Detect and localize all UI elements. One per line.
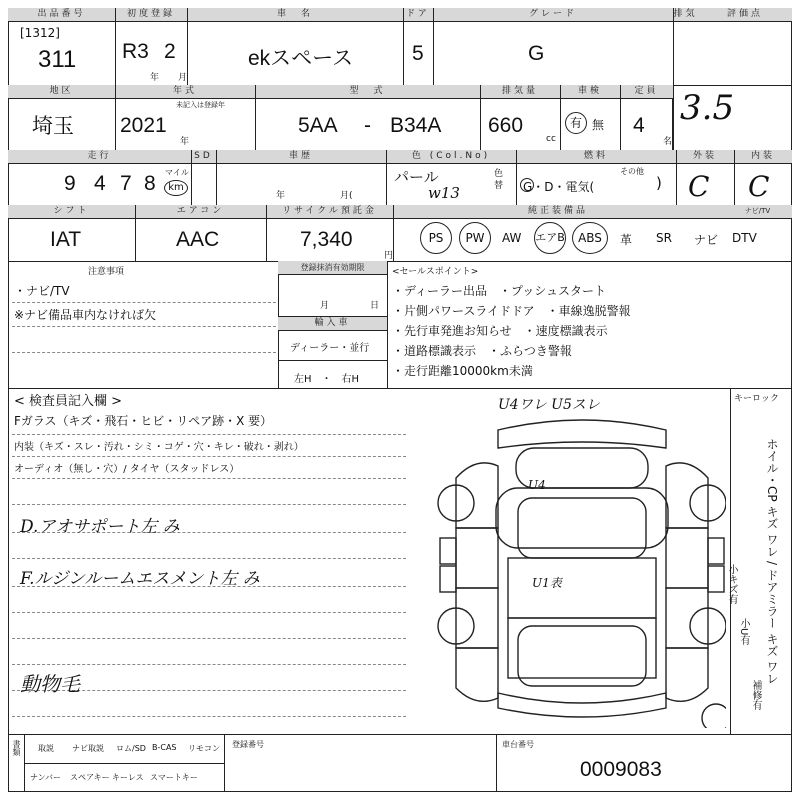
recycle-value: 7,340: [300, 228, 353, 251]
tv-label: TV: [761, 207, 771, 215]
shift-label: シフト: [8, 205, 135, 219]
equip-airbag: エアB: [534, 222, 566, 254]
lot-bracket: [1312]: [20, 26, 60, 40]
mileage-digit-4: 8: [144, 172, 156, 195]
mileage-digit-2: 4: [94, 172, 106, 195]
equip-sr: SR: [656, 231, 672, 245]
inspector-title: < 検査員記入欄 >: [14, 394, 123, 409]
reg-month: 月: [320, 301, 330, 311]
door-count: 5: [412, 42, 424, 65]
model-prefix: 5AA: [298, 114, 338, 137]
color-change-label: 色替: [494, 169, 504, 191]
exterior-label: 外装: [676, 150, 734, 164]
handwritten-note-2: F.ルジンルームエスメント左 み: [20, 569, 260, 589]
inspection-no: 無: [592, 118, 605, 132]
footer-item-plate: ナンバー: [30, 773, 62, 782]
km-unit: km: [164, 180, 188, 196]
first-reg-label: 初度登録: [115, 8, 187, 22]
side-small-3: 補修有: [750, 680, 761, 710]
capacity-label: 定員: [620, 85, 673, 99]
caution-label: 注意事項: [88, 267, 125, 277]
color-label: 色 (Col.No): [386, 150, 516, 164]
interior-line: 内装（キズ・スレ・汚れ・シミ・コゲ・穴・キレ・破れ・剥れ）: [14, 442, 304, 453]
inspection-yes: 有: [565, 112, 587, 134]
side-small-1: 小キズ有: [726, 564, 737, 604]
car-name: ekスペース: [248, 47, 354, 70]
fuel-other: その他: [620, 167, 644, 176]
displacement-grade-label: 排気: [673, 8, 698, 22]
diagram-mark-b: U1表: [532, 576, 562, 590]
model-code: B34A: [390, 114, 442, 137]
side-wheel-note: ホイル・CP キズ ワレ / ドアミラー キズ ワレ: [765, 438, 779, 685]
handwritten-note-1: D.アオサポート左 み: [20, 517, 180, 537]
year-label: 年式: [115, 85, 255, 99]
caution-line-2: ※ナビ備品車内なければ欠: [14, 308, 157, 322]
diagram-top-note: U4ワレ U5スレ: [498, 397, 600, 413]
equip-navi: ナビ: [694, 233, 719, 247]
ac-value: AAC: [176, 228, 220, 251]
inspection-label: 車検: [560, 85, 620, 99]
mileage-label: 走行: [8, 150, 191, 164]
mileage-digit-1: 9: [64, 172, 76, 195]
history-tsuki: 月(: [340, 191, 353, 201]
chassis-label: 車台番号: [502, 740, 534, 749]
equipment-label: 純正装備品: [393, 205, 723, 219]
model-dash: -: [364, 114, 371, 137]
first-reg-era: R3: [122, 40, 149, 63]
color-value: パール: [394, 168, 439, 186]
side-small-2: 小U有: [738, 618, 749, 646]
equip-abs: ABS: [572, 222, 608, 254]
cc-unit: cc: [546, 134, 556, 144]
chassis-number: 0009083: [580, 758, 662, 781]
equip-pw: PW: [459, 222, 491, 254]
recycle-yen: 円: [384, 251, 394, 261]
import-dealer: ディーラー・並行: [290, 343, 370, 354]
reg-expire-label: 登録抹消有効期限: [278, 261, 387, 275]
shift-value: IAT: [50, 228, 82, 251]
interior-grade: C: [748, 170, 770, 203]
sales-line-4: ・道路標識表示 ・ふらつき警報: [392, 344, 572, 358]
fuel-options: G・D・電気(: [523, 180, 595, 194]
sales-line-1: ・ディーラー出品 ・プッシュスタート: [392, 284, 606, 298]
mile-unit: マイル: [165, 168, 189, 177]
sales-line-2: ・片側パワースライドドア ・車線逸脱警報: [392, 304, 631, 318]
car-diagram: [416, 408, 726, 728]
footer-item-bcas: B-CAS: [152, 743, 177, 752]
door-label: ドア: [403, 8, 433, 22]
key-lock-label: キーロック: [734, 394, 779, 404]
footer-item-remote: リモコン: [188, 744, 220, 753]
first-reg-tsuki: 月: [178, 73, 188, 83]
history-nen: 年: [276, 191, 286, 201]
nav-tv-label: ナビ/TV: [723, 205, 792, 219]
first-reg-month: 2: [164, 40, 176, 63]
footer-item-keyless: キーレス: [112, 773, 144, 782]
equip-ps: PS: [420, 222, 452, 254]
nav-label: ナビ: [744, 207, 759, 215]
sales-line-3: ・先行車発進お知らせ ・速度標識表示: [392, 324, 608, 338]
sales-line-5: ・走行距離10000km未満: [392, 364, 533, 378]
handwritten-note-3: 動物毛: [20, 672, 80, 696]
exterior-grade: C: [688, 170, 710, 203]
ac-label: エアコン: [135, 205, 266, 219]
region-value: 埼玉: [32, 115, 74, 138]
grade-value: G: [528, 42, 545, 65]
footer-item-rom: ロム/SD: [116, 744, 146, 753]
history-label: 車歴: [216, 150, 386, 164]
footer-item-spare-key: スペアキー: [70, 773, 110, 782]
auction-sheet: [8, 8, 792, 792]
capacity-unit: 名: [663, 137, 673, 147]
fuel-close: ): [656, 174, 662, 192]
lot-no-label: 出品番号: [8, 8, 115, 22]
footer-item-smart-key: スマートキー: [150, 773, 198, 782]
footer-side-note: 書類: [12, 740, 21, 756]
mileage-digit-3: 7: [120, 172, 132, 195]
equip-leather: 革: [620, 233, 633, 247]
year-unit: 年: [180, 137, 190, 147]
score-label: 評価点: [698, 8, 792, 22]
footer-item-nav-manual: ナビ取説: [72, 744, 104, 753]
score-value: 3.5: [680, 88, 735, 128]
audio-line: オーディオ（無し・穴）/ タイヤ（スタッドレス）: [14, 464, 240, 475]
color-code: w13: [428, 184, 460, 202]
equip-dtv: DTV: [732, 231, 757, 245]
sd-label: SD: [191, 150, 216, 164]
region-label: 地区: [8, 85, 115, 99]
recycle-label: リサイクル預託金: [266, 205, 393, 219]
capacity-value: 4: [633, 114, 645, 137]
reg-day: 日: [370, 301, 380, 311]
footer-item-manual: 取説: [38, 744, 54, 753]
glass-line: Fガラス（キズ・飛石・ヒビ・リペア跡・X 要）: [14, 414, 273, 428]
sales-label: <セールスポイント>: [392, 267, 479, 277]
reg-no-label: 登録番号: [232, 740, 264, 749]
first-reg-nen: 年: [150, 73, 160, 83]
import-handle: 左H ・ 右H: [294, 374, 360, 385]
model-label: 型 式: [255, 85, 480, 99]
cc-value: 660: [488, 114, 524, 137]
diagram-mark-a: U4: [528, 478, 546, 492]
car-name-label: 車 名: [187, 8, 403, 22]
fuel-label: 燃料: [516, 150, 676, 164]
import-label: 輸入車: [278, 316, 387, 331]
cc-label: 排気量: [480, 85, 560, 99]
grade-label: グレード: [433, 8, 673, 22]
caution-line-1: ・ナビ/TV: [14, 284, 70, 298]
mfg-note: 未記入は登録年: [176, 101, 225, 109]
year-value: 2021: [120, 114, 167, 137]
equip-aw: AW: [502, 231, 522, 245]
lot-number: 311: [38, 46, 77, 73]
interior-label: 内装: [734, 150, 792, 164]
